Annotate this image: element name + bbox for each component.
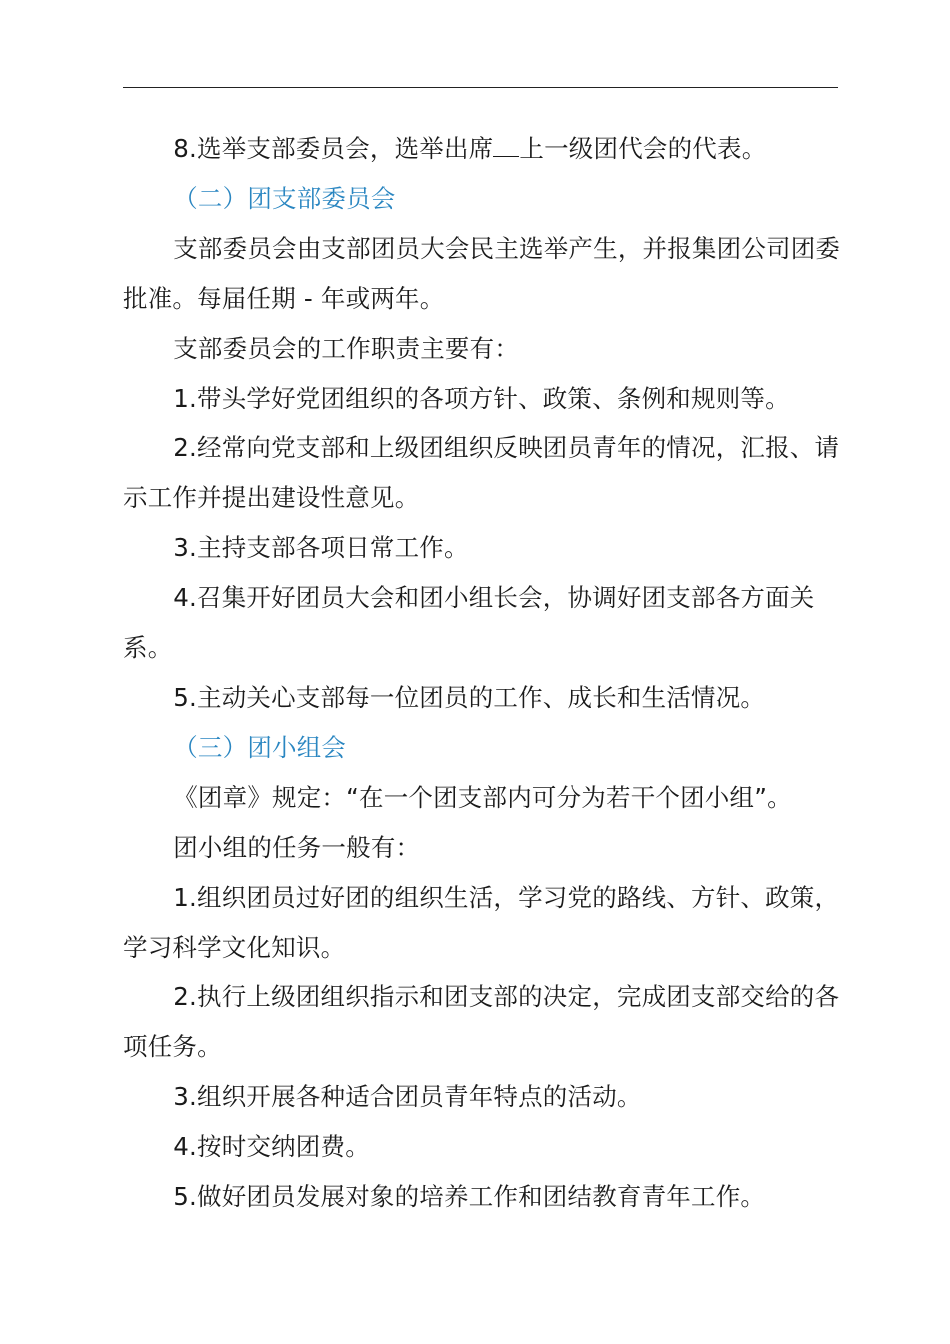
paragraph-task-5: 5.做好团员发展对象的培养工作和团结教育青年工作。 [173, 1182, 766, 1212]
fill-in-blank [493, 136, 519, 157]
paragraph-text-before-blank: 8.选举支部委员会，选举出席 [173, 134, 494, 163]
paragraph-task-1: 1.组织团员过好团的组织生活，学习党的路线、方针、政策，学习科学文化知识。 [123, 882, 840, 962]
paragraph-duty-3: 3.主持支部各项日常工作。 [173, 533, 469, 563]
paragraph-committee-duties-lead: 支部委员会的工作职责主要有： [173, 333, 520, 363]
section-heading-group: （三）团小组会 [173, 732, 347, 762]
section-heading-committee: （二）团支部委员会 [173, 183, 396, 213]
paragraph-duty-2: 2.经常向党支部和上级团组织反映团员青年的情况，汇报、请示工作并提出建设性意见。 [123, 433, 840, 513]
paragraph-charter-quote: 《团章》规定：“在一个团支部内可分为若干个团小组”。 [173, 782, 792, 812]
paragraph-duty-4: 4.召集开好团员大会和团小组长会，协调好团支部各方面关系。 [123, 583, 815, 663]
paragraph-duty-5: 5.主动关心支部每一位团员的工作、成长和生活情况。 [173, 682, 766, 712]
paragraph-task-2: 2.执行上级团组织指示和团支部的决定，完成团支部交给的各项任务。 [123, 982, 840, 1062]
paragraph-duty-1: 1.带头学好党团组织的各项方针、政策、条例和规则等。 [173, 383, 790, 413]
paragraph-committee-intro: 支部委员会由支部团员大会民主选举产生，并报集团公司团委批准。每届任期 - 年或两年。 [123, 233, 841, 313]
paragraph-text-after-blank: 上一级团代会的代表。 [519, 134, 767, 163]
paragraph-task-3: 3.组织开展各种适合团员青年特点的活动。 [173, 1082, 642, 1112]
header-rule [123, 87, 838, 88]
paragraph-item-8 [123, 124, 851, 174]
document-body [123, 124, 851, 1222]
paragraph-task-4: 4.按时交纳团费。 [173, 1132, 370, 1162]
paragraph-group-tasks-lead: 团小组的任务一般有： [173, 832, 421, 862]
